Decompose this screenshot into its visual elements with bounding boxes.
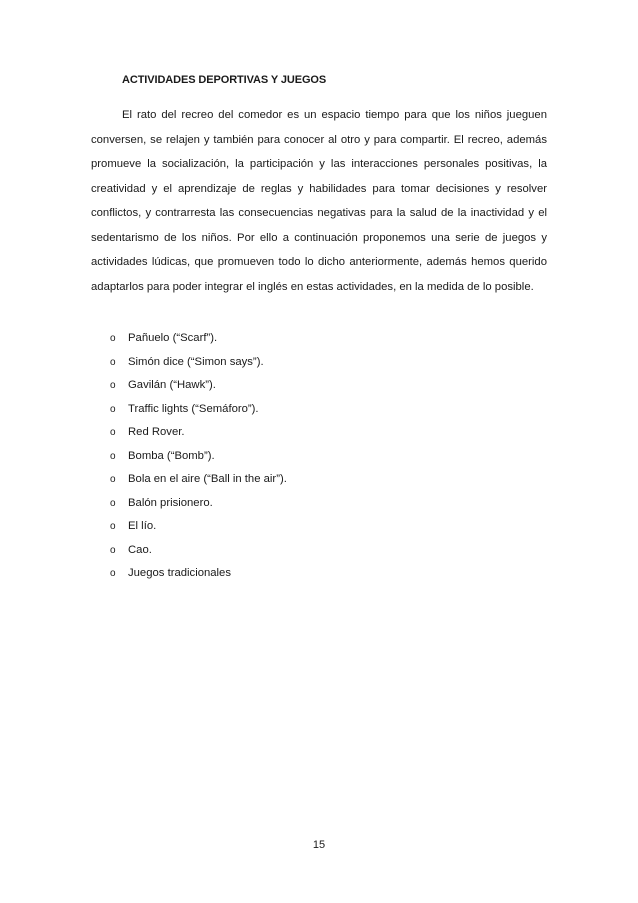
list-item-text: Pañuelo (“Scarf”).: [128, 332, 218, 344]
list-item-text: Bola en el aire (“Ball in the air”).: [128, 473, 287, 485]
list-item: [110, 379, 287, 403]
bullet-icon: o: [110, 521, 116, 532]
list-item: [110, 473, 287, 497]
bullet-icon: o: [110, 497, 116, 509]
list-item-text: Gavilán (“Hawk”).: [128, 379, 216, 391]
list-item: [110, 450, 287, 474]
list-item: [110, 426, 287, 450]
list-item: [110, 567, 287, 591]
bullet-icon: o: [110, 380, 116, 391]
list-item-text: Simón dice (“Simon says”).: [128, 355, 264, 368]
list-item: [110, 356, 287, 380]
section-heading: ACTIVIDADES DEPORTIVAS Y JUEGOS: [122, 74, 327, 86]
list-item-text: Bomba (“Bomb”).: [128, 449, 215, 462]
bullet-icon: o: [110, 544, 116, 556]
list-item: [110, 332, 287, 356]
list-item-text: Traffic lights (“Semáforo”).: [128, 402, 259, 415]
bullet-icon: o: [110, 356, 116, 368]
list-item: [110, 497, 287, 521]
list-item-text: El lío.: [128, 520, 157, 532]
list-item-text: Balón prisionero.: [128, 496, 213, 509]
bullet-icon: o: [110, 403, 116, 415]
bullet-icon: o: [110, 568, 116, 579]
body-paragraph: El rato del recreo del comedor es un espacio tiempo para que los niños jueguen conversen, se relajen y también para conocer al otro y para compartir. El recreo, además promueve la socialización, la participación y las interacciones personales positivas, la creatividad y el aprendizaje de reglas y habilidades para tomar decisiones y resolver conflictos, y contrarresta las consecuencias negativas para la salud de la inactividad y el sedentarismo de los niños. Por ello a continuación proponemos una serie de juegos y actividades lúdicas, que promueven todo lo dicho anteriormente, además hemos querido adaptarlos para poder integrar el inglés en estas actividades, en la medida de lo posible.: [91, 109, 547, 293]
list-item-text: Red Rover.: [128, 426, 185, 438]
games-list: [110, 332, 287, 591]
page-number: 15: [312, 839, 326, 851]
bullet-icon: o: [110, 450, 116, 462]
list-item: [110, 520, 287, 544]
list-item: [110, 544, 287, 568]
bullet-icon: o: [110, 333, 116, 344]
list-item-text: Juegos tradicionales: [128, 567, 231, 579]
list-item: [110, 403, 287, 427]
bullet-icon: o: [110, 427, 116, 438]
list-item-text: Cao.: [128, 543, 152, 556]
bullet-icon: o: [110, 474, 116, 485]
